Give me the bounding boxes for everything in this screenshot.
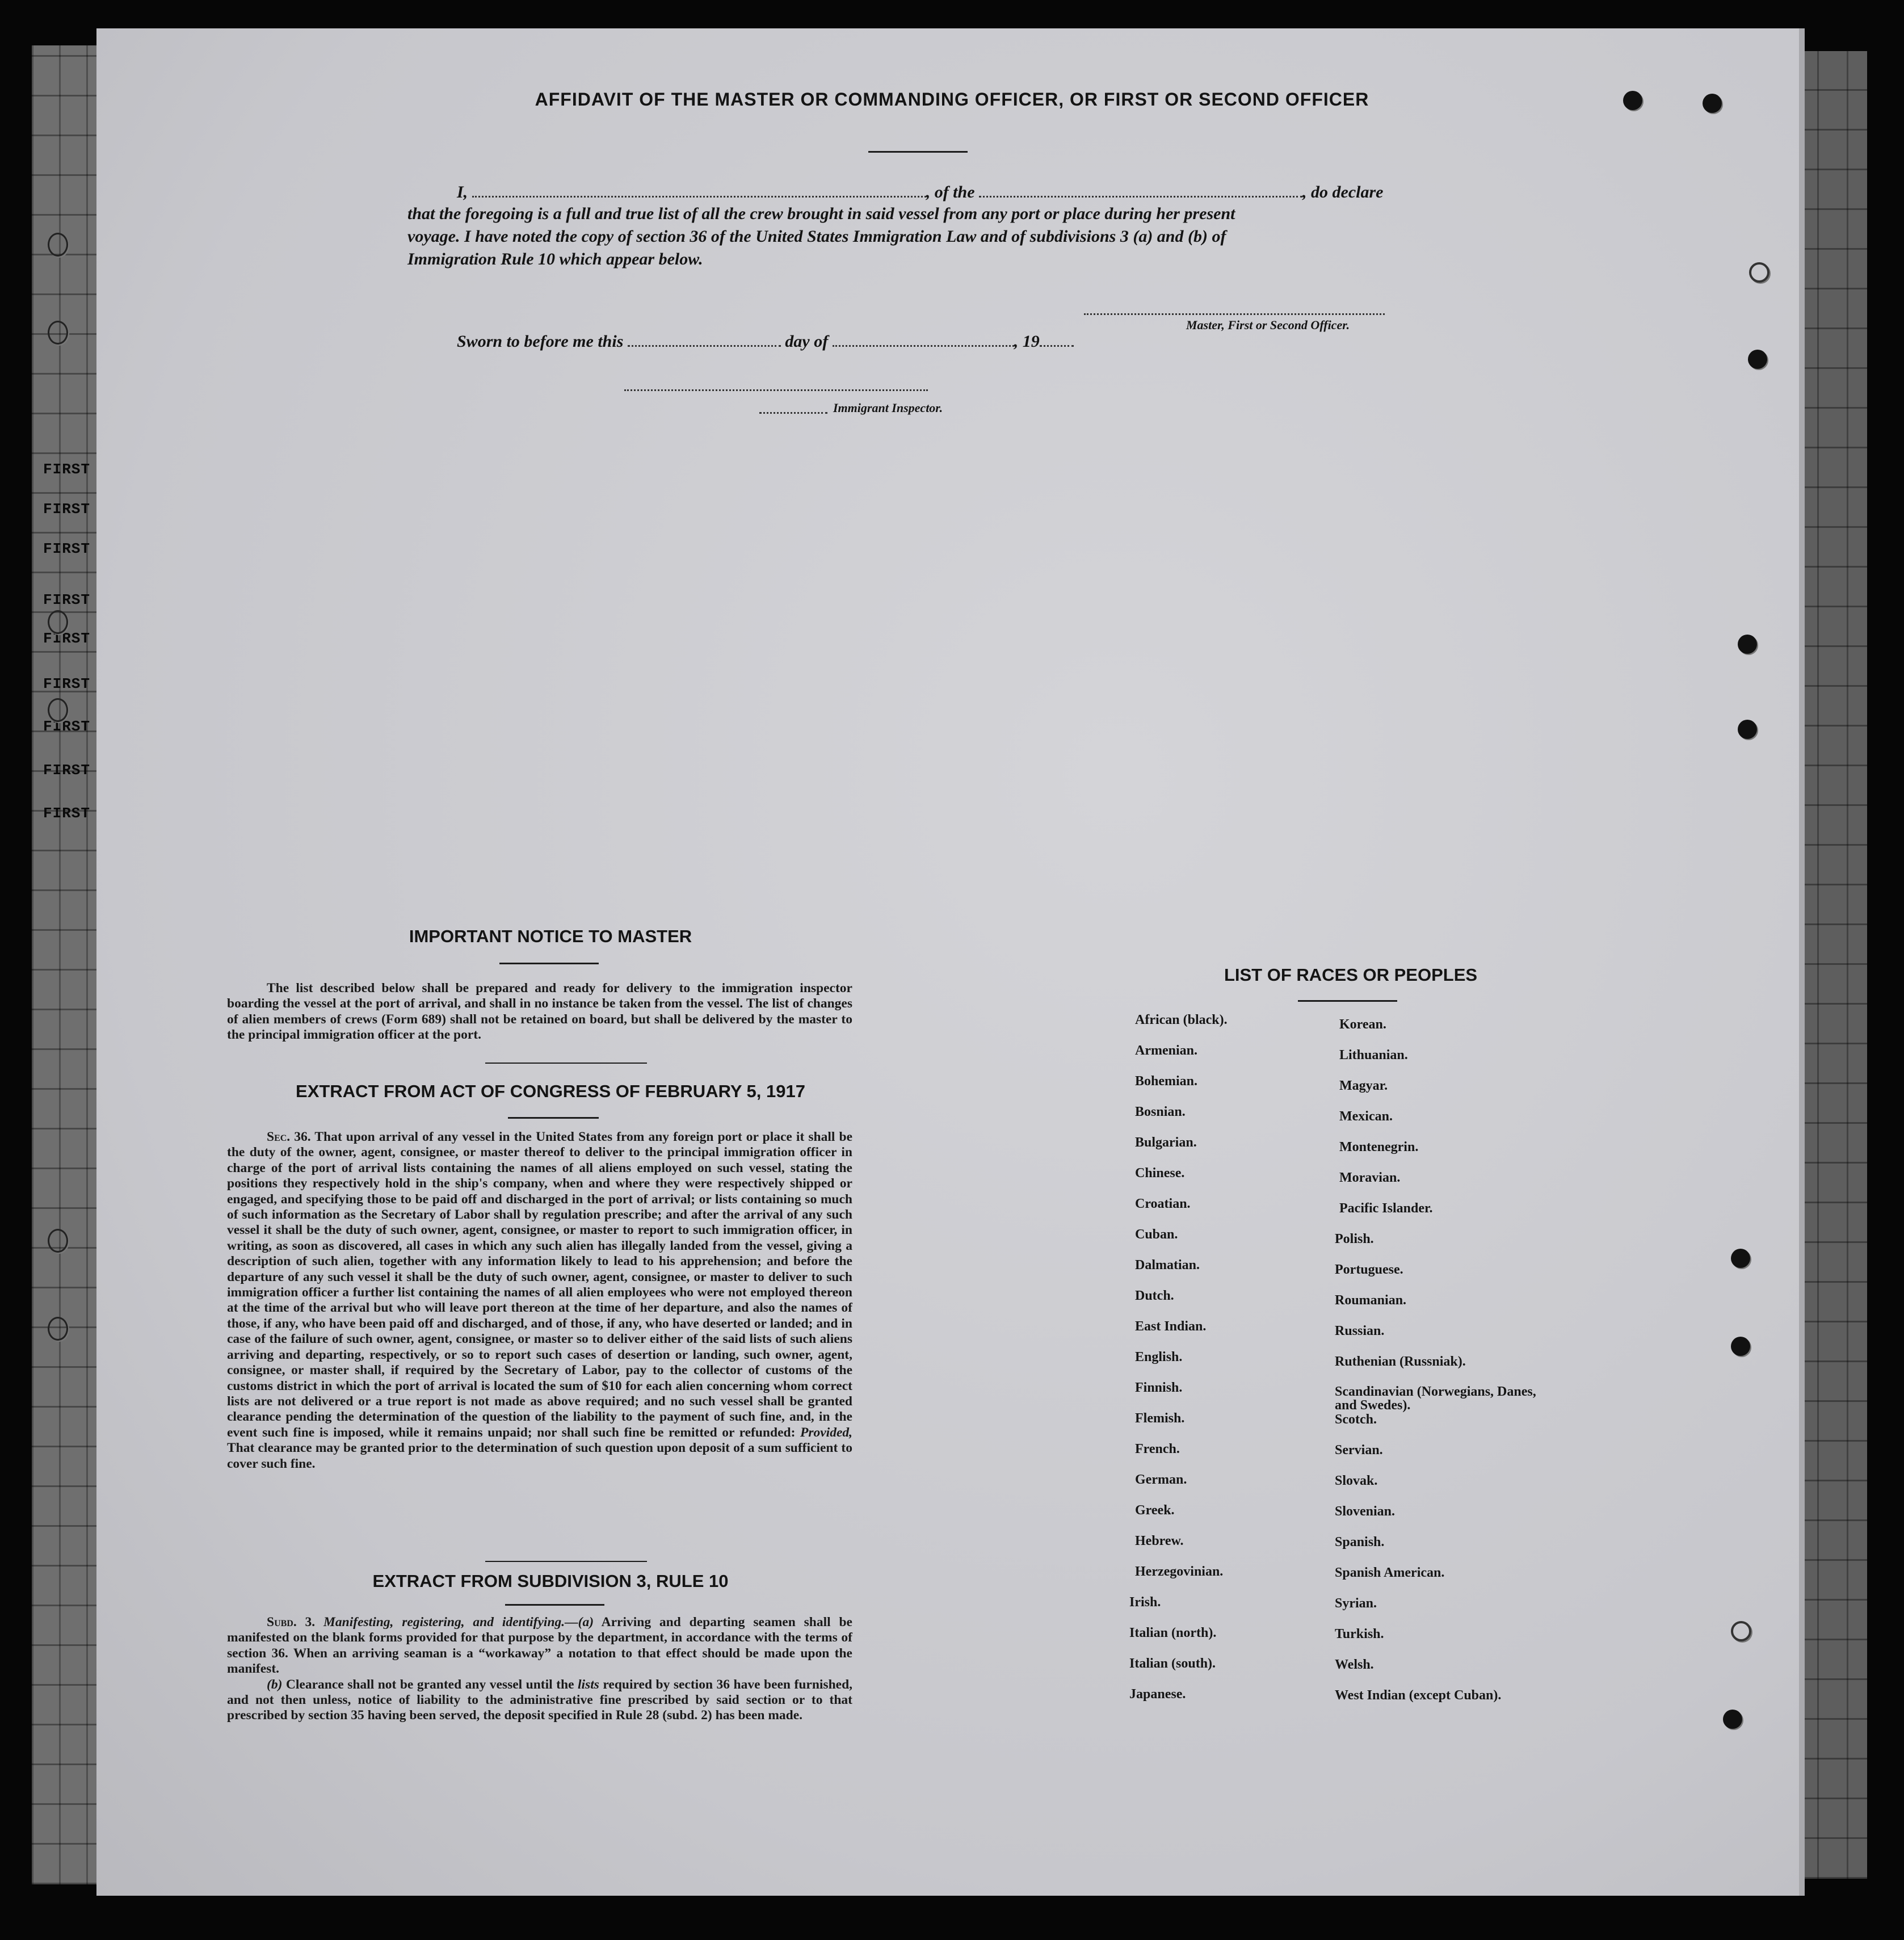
race-item: Syrian. [1335,1596,1377,1611]
race-item: Scotch. [1335,1412,1377,1427]
act-extract-text: Sec. 36. That upon arrival of any vessel in the United States from any foreign port or place it shall be the duty of the owner, agent, consignee, or master thereof to deliver to the principal immigration officer in charge of the port of arrival lists containing the names of all aliens employed on such vessel, stating the positions they respectively hold in the ship's company, when and where they were respectively shipped or engaged, and specifying those to be paid off and discharged in the port of arrival; or lists containing so much of such information as the Secretary of Labor shall by regulation prescribe; and after the arrival of any such vessel it shall be the duty of such owner, agent, consignee, or master to report to such immigration officer, in writing, as soon as discovered, all cases in which any such alien has illegally landed from the vessel, giving a description of such alien, together with any information likely to lead to his apprehension; and before the departure of any such vessel it shall be the duty of such owner, agent, consignee, or master to deliver to such immigration officer a further list containing the names of all alien employees who were not employed thereon at the time of the arrival but who will leave port thereon at the time of her departure, and also the names of those, if any, who have been paid off and discharged, and of those, if any, who have deserted or landed; and in case of the failure of such owner, agent, consignee, or master so to deliver either of the said lists of such aliens arriving and departing, respectively, or so to report such cases of desertion or landing, such owner, agent, consignee, or master shall, if required by the Secretary of Labor, pay to the collector of customs of the customs district in which the port of arrival is located the sum of $10 for each alien concerning whom correct lists are not delivered or a true report is not made as above required; and no such vessel shall be granted clearance pending the determination of the question of the liability to the payment of such fine, and, in the event such fine is imposed, while it remains unpaid; nor shall such fine be remitted or refunded: Provided, That clearance may be granted prior to the determination of such question upon deposit of a sum sufficient to cover such fine. [227,1129,853,1471]
race-item: Japanese. [1129,1687,1186,1702]
sworn-day-blank[interactable] [628,333,781,347]
race-item: East Indian. [1135,1319,1207,1334]
race-item: Pacific Islander. [1339,1201,1433,1216]
edge-label: FIRST [43,540,91,557]
race-item: Slovenian. [1335,1504,1396,1519]
race-item: Korean. [1339,1017,1386,1032]
edge-label: FIRST [43,675,91,692]
name-blank[interactable] [472,183,926,198]
edge-label: FIRST [43,630,91,647]
race-item: Welsh. [1335,1657,1374,1672]
punch-hole [48,233,68,257]
punch-hole [1723,1710,1742,1729]
race-item: Turkish. [1335,1627,1384,1641]
race-item: Italian (north). [1129,1626,1217,1640]
race-item: Finnish. [1135,1380,1183,1395]
notice-title-underline [499,963,599,964]
punch-hole [48,1317,68,1341]
sworn-month-blank[interactable] [833,333,1014,347]
rule-extract-text: Subd. 3. Manifesting, registering, and identifying.—(a) Arriving and departing seamen shall be manifested on the blank forms provided for that purpose by the department, in accordance with the terms of section 36. When an arriving seaman is a “workaway” a notation to that effect should be made upon the manifest. (b) Clearance shall not be granted any vessel until the lists required by section 36 have been furnished, and not then unless, notice of liability to the administrative fine prescribed by said section or to that prescribed by section 35 having been served, the deposit specified in Rule 28 (subd. 2) has been made. [227,1615,853,1723]
edge-label: FIRST [43,501,91,518]
race-item: Croatian. [1135,1196,1191,1211]
punch-hole [48,1229,68,1253]
rule-title-underline [505,1604,604,1606]
act-section-lead: Sec. 36. [267,1129,311,1144]
declaration-line-3: voyage. I have noted the copy of section 36 of the United States Immigration Law and of subdivisions 3 (a) and (b) of [407,227,1226,246]
declaration-do-declare: , do declare [1302,183,1384,201]
notice-text: The list described below shall be prepared and ready for delivery to the immigration inspector boarding the vessel at the port of arrival, and shall in no instance be taken from the vessel. The list of changes of alien members of crews (Form 689) shall not be retained on board, but shall be delivered by the master to the principal immigration officer at the port. [227,981,852,1043]
race-item: Greek. [1135,1503,1175,1518]
declaration-line-4: Immigration Rule 10 which appear below. [407,250,703,268]
race-item: Dalmatian. [1135,1258,1200,1273]
race-item: Dutch. [1135,1288,1174,1303]
race-item: Irish. [1129,1595,1161,1610]
inspector-caption: Immigrant Inspector. [833,401,943,415]
race-item: Spanish American. [1335,1565,1445,1580]
punch-hole [1731,1621,1751,1641]
race-item: Ruthenian (Russniak). [1335,1354,1466,1369]
race-item: Polish. [1335,1232,1374,1246]
race-item: Spanish. [1335,1535,1385,1550]
vessel-blank[interactable] [979,183,1302,198]
notice-title: IMPORTANT NOTICE TO MASTER [409,926,692,946]
declaration-line-1 [457,183,1383,202]
race-item: Mexican. [1339,1109,1393,1124]
title-underline [868,151,968,153]
master-caption: Master, First or Second Officer. [1186,318,1350,332]
edge-label: FIRST [43,591,91,608]
race-item: Armenian. [1135,1043,1197,1058]
punch-hole [48,321,68,345]
rule-extract-title: EXTRACT FROM SUBDIVISION 3, RULE 10 [372,1571,729,1591]
punch-hole [48,610,68,634]
edge-label: FIRST [43,762,91,779]
declaration-line-2: that the foregoing is a full and true list of all the crew brought in said vessel from any port or place during her present [407,204,1235,223]
race-item: Lithuanian. [1339,1048,1408,1063]
race-item: Scandinavian (Norwegians, Danes, and Swedes). [1335,1384,1536,1413]
race-item: Roumanian. [1335,1293,1407,1308]
act-provided: Provided, [800,1425,853,1440]
inspector-signature-line[interactable] [624,389,928,391]
act-extract-title: EXTRACT FROM ACT OF CONGRESS OF FEBRUARY 5, 1917 [296,1081,805,1101]
race-item: Chinese. [1135,1166,1185,1181]
punch-hole [1749,262,1769,283]
sworn-prefix: Sworn to before me this [457,332,624,351]
section-divider [485,1063,647,1064]
sworn-day-of: day of [785,332,829,351]
race-item: French. [1135,1442,1180,1456]
sworn-year-prefix: , 19 [1014,332,1040,351]
inspector-caption-lead [759,412,827,414]
races-title-underline [1298,1000,1397,1002]
race-item: English. [1135,1350,1183,1364]
race-item: Moravian. [1339,1170,1401,1185]
race-item: Russian. [1335,1324,1385,1338]
punch-hole [1731,1337,1750,1356]
punch-hole [1738,635,1757,654]
act-title-underline [508,1117,599,1119]
sworn-year-blank[interactable] [1040,333,1074,347]
race-item: West Indian (except Cuban). [1335,1688,1502,1703]
punch-hole [48,698,68,722]
races-title: LIST OF RACES OR PEOPLES [1224,965,1478,985]
declaration-i: I, [457,183,468,201]
sworn-line [457,332,1074,351]
race-item: Slovak. [1335,1473,1378,1488]
edge-label: FIRST [43,461,91,478]
race-item: Montenegrin. [1339,1140,1419,1154]
race-item: African (black). [1135,1013,1228,1027]
race-item: German. [1135,1472,1187,1487]
edge-label: FIRST [43,718,91,735]
punch-hole [1748,350,1767,369]
race-item: Portuguese. [1335,1262,1403,1277]
race-item: Herzegovinian. [1135,1564,1224,1579]
race-item: Bosnian. [1135,1105,1186,1119]
race-item: Magyar. [1339,1078,1388,1093]
race-item: Cuban. [1135,1227,1178,1242]
punch-hole [1731,1249,1750,1268]
race-item: Flemish. [1135,1411,1185,1426]
affidavit-title: AFFIDAVIT OF THE MASTER OR COMMANDING OFFICER, OR FIRST OR SECOND OFFICER [535,89,1369,110]
race-item: Hebrew. [1135,1534,1184,1548]
race-item: Servian. [1335,1443,1383,1458]
edge-label: FIRST [43,805,91,822]
declaration-of-the: , of the [926,183,975,201]
punch-hole [1738,720,1757,739]
race-item: Bulgarian. [1135,1135,1197,1150]
master-signature-line[interactable] [1084,313,1385,315]
race-item: Italian (south). [1129,1656,1216,1671]
section-divider [485,1561,647,1562]
race-item: Bohemian. [1135,1074,1198,1089]
